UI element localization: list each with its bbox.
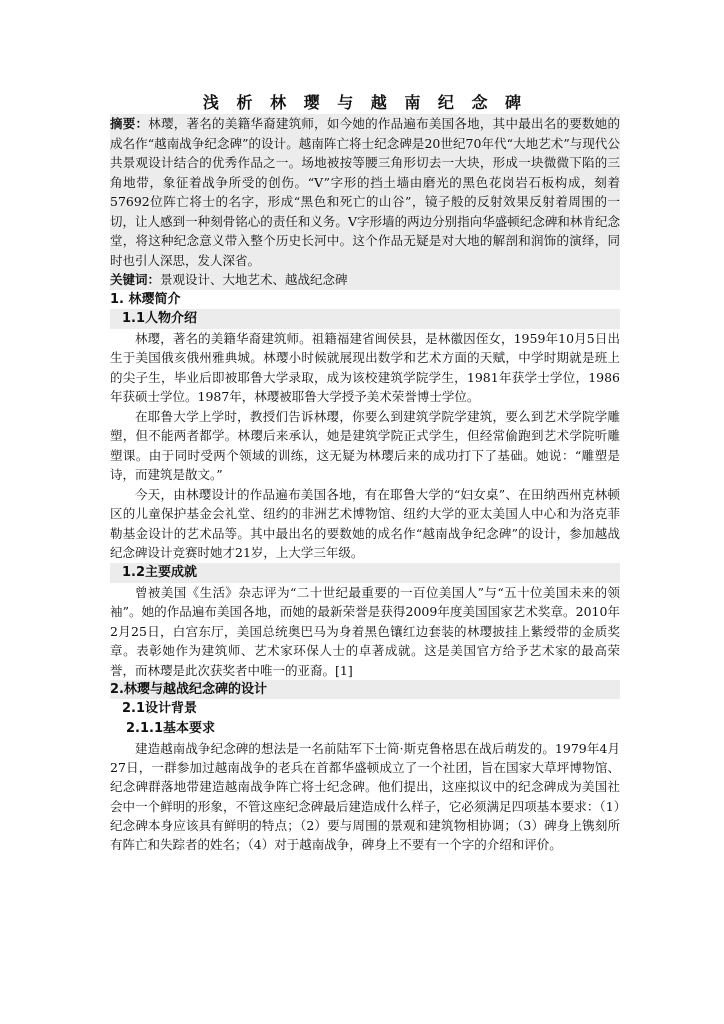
section-1-heading: 1. 林璎简介 xyxy=(110,291,181,307)
section-1-1-heading: 1.1人物介绍 xyxy=(110,309,620,329)
section-2-heading: 2.林璎与越战纪念碑的设计 xyxy=(110,680,620,699)
section-2-1-heading: 2.1设计背景 xyxy=(122,701,198,716)
paragraph: 曾被美国《生活》杂志评为“二十世纪最重要的一百位美国人”与“五十位美国未来的领袖”。她的作品遍布美国各地，而她的最新荣誉是获得2009年度美国国家艺术奖章。2010年2月25日，白宫东厅，美国总统奥巴马为身着黑色镶红边套装的林璎披挂上紫绶带的金质奖章。表彰她作为建筑师、艺术家环保人士的卓著成就。这是美国官方给予艺术家的最高荣誉，而林璎是此次获奖者中唯一的亚裔。[1] xyxy=(110,584,620,678)
keywords-text: 景观设计、大地艺术、越战纪念碑 xyxy=(160,272,348,287)
section-2-1-1-heading: 2.1.1基本要求 xyxy=(126,721,216,736)
paragraph: 今天，由林璎设计的作品遍布美国各地，有在耶鲁大学的“妇女桌”、在田纳西州克林顿区的儿童保护基金会礼堂、纽约的非洲艺术博物馆、纽约大学的亚太美国人中心和为洛克菲勒基金设计的艺术品等。其中最出名的要数她的成名作“越南战争纪念碑”的设计，参加越战纪念碑设计竞赛时她才21岁，上大学三年级。 xyxy=(110,486,620,560)
paragraph: 在耶鲁大学上学时，教授们告诉林璎，你要么到建筑学院学建筑，要么到艺术学院学雕塑，但不能两者都学。林璎后来承认，她是建筑学院正式学生，但经常偷跑到艺术学院听雕塑课。由于同时受两个领域的训练，这无疑为林璎后来的成功打下了基础。她说：“雕塑是诗，而建筑是散文。” xyxy=(110,408,620,482)
abstract-label: 摘要： xyxy=(110,116,149,131)
abstract-text: 林璎，著名的美籍华裔建筑师，如今她的作品遍布美国各地，其中最出名的要数她的成名作“越南战争纪念碑”的设计。越南阵亡将士纪念碑是20世纪70年代“大地艺术”与现代公共景观设计结合的优秀作品之一。场地被按等腰三角形切去一大块，形成一块微微下陷的三角地带，象征着战争所受的创伤。“V”字形的挡土墙由磨光的黑色花岗岩石板构成，刻着57692位阵亡将士的名字，形成“黑色和死亡的山谷”，镜子般的反射效果反射着周围的一切，让人感到一种刻骨铭心的责任和义务。V字形墙的两边分别指向华盛顿纪念碑和林肯纪念堂，将这种纪念意义带入整个历史长河中。这个作品无疑是对大地的解剖和润饰的演绎，同时也引人深思，发人深省。 xyxy=(110,116,620,268)
abstract xyxy=(110,114,620,270)
paragraph: 林璎，著名的美籍华裔建筑师。祖籍福建省闽侯县，是林徽因侄女，1959年10月5日出生于美国俄亥俄州雅典城。林璎小时候就展现出数学和艺术方面的天赋，中学时期就是班上的尖子生，毕业后即被耶鲁大学录取，成为该校建筑学院学生，1981年获学士学位，1986年获硕士学位。1987年，林璎被耶鲁大学授予美术荣誉博士学位。 xyxy=(110,330,620,404)
keywords-label: 关键词： xyxy=(110,272,161,287)
paragraph: 建造越南战争纪念碑的想法是一名前陆军下士简·斯克鲁格思在战后萌发的。1979年4月27日，一群参加过越南战争的老兵在首都华盛顿成立了一个社团，旨在国家大草坪博物馆、纪念碑群落地带建造越南战争阵亡将士纪念碑。他们提出，这座拟议中的纪念碑成为美国社会中一个鲜明的形象，不管这座纪念碑最后建造成什么样子，它必须满足四项基本要求：（1）纪念碑本身应该具有鲜明的特点；（2）要与周围的景观和建筑物相协调；（3）碑身上镌刻所有阵亡和失踪者的姓名；（4）对于越南战争，碑身上不要有一个字的介绍和评价。 xyxy=(110,741,620,853)
keywords xyxy=(110,270,620,290)
document-page xyxy=(110,92,620,854)
section-1-2-heading: 1.2主要成就 xyxy=(110,563,620,583)
document-title: 浅 析 林 璎 与 越 南 纪 念 碑 xyxy=(202,93,528,112)
